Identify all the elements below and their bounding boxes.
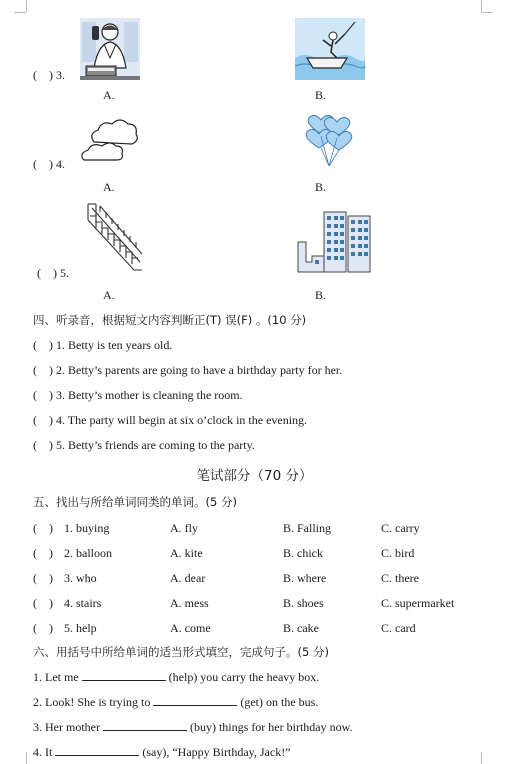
option-b: B. cake <box>283 621 319 635</box>
option-a: A. fly <box>170 521 198 535</box>
sentence-start: 1. Let me <box>33 670 79 684</box>
option-c: C. bird <box>381 546 415 560</box>
fill-blank[interactable] <box>82 670 166 681</box>
section-4-item-5 <box>33 438 255 452</box>
crop-mark-bottom-left <box>26 752 27 764</box>
stairs-icon <box>86 202 142 272</box>
person-on-boat-icon <box>295 18 365 80</box>
statement-text: 1. Betty is ten years old. <box>56 338 173 352</box>
question-word: 2. balloon <box>64 546 112 560</box>
statement-text: 3. Betty’s mother is cleaning the room. <box>56 388 243 402</box>
answer-paren[interactable]: ( ) <box>33 363 53 377</box>
answer-paren[interactable]: ( ) <box>33 596 53 610</box>
written-part-title: 笔试部分（70 分） <box>196 468 313 484</box>
answer-paren[interactable]: ( ) <box>33 338 53 352</box>
section-4-title: 四、听录音，根据短文内容判断正(T) 误(F) 。(10 分) <box>33 313 307 327</box>
sentence-start: 3. Her mother <box>33 720 100 734</box>
option-a: A. come <box>170 621 211 635</box>
heart-balloons-icon <box>305 110 353 168</box>
section-4-item-2 <box>33 363 342 377</box>
answer-paren[interactable]: ( ) <box>33 438 53 452</box>
picture-question-3-option-b: B. <box>315 88 327 102</box>
statement-text: 5. Betty’s friends are coming to the party. <box>56 438 255 452</box>
clouds-icon <box>80 118 140 164</box>
crop-mark-bottom-right <box>481 752 482 764</box>
crop-mark-top-left-h <box>14 12 26 13</box>
question-word: 5. help <box>64 621 97 635</box>
statement-text: 2. Betty’s parents are going to have a birthday party for her. <box>56 363 343 377</box>
crop-mark-top-right-h <box>481 12 493 13</box>
fill-blank[interactable] <box>55 745 139 756</box>
answer-paren[interactable]: ( ) <box>33 388 53 402</box>
sentence-start: 4. It <box>33 745 53 759</box>
answer-paren[interactable]: ( ) <box>33 546 53 560</box>
question-word: 3. who <box>64 571 97 585</box>
picture-question-3-number: ( ) 3. <box>33 68 65 82</box>
option-b: B. chick <box>283 546 323 560</box>
answer-paren[interactable]: ( ) <box>33 571 53 585</box>
question-word: 4. stairs <box>64 596 102 610</box>
answer-paren[interactable]: ( ) <box>33 413 53 427</box>
sentence-end: (say), “Happy Birthday, Jack!” <box>142 745 291 759</box>
section-5-title: 五、找出与所给单词同类的单词。(5 分) <box>33 495 237 509</box>
sentence-end: (get) on the bus. <box>240 695 319 709</box>
answer-paren[interactable]: ( ) <box>33 621 53 635</box>
man-on-phone-at-desk-icon <box>80 18 140 80</box>
sentence-start: 2. Look! She is trying to <box>33 695 151 709</box>
sentence-end: (help) you carry the heavy box. <box>168 670 320 684</box>
section-6-item-2 <box>33 695 318 709</box>
option-c: C. there <box>381 571 419 585</box>
option-a: A. dear <box>170 571 206 585</box>
question-word: 1. buying <box>64 521 110 535</box>
section-6-item-1 <box>33 670 319 684</box>
section-4-item-3 <box>33 388 243 402</box>
section-6-title: 六、用括号中所给单词的适当形式填空，完成句子。(5 分) <box>33 645 329 659</box>
picture-question-4-option-a: A. <box>103 180 115 194</box>
option-b: B. shoes <box>283 596 324 610</box>
section-4-item-1 <box>33 338 172 352</box>
answer-paren[interactable]: ( ) <box>33 521 53 535</box>
option-c: C. supermarket <box>381 596 455 610</box>
picture-question-3-option-a: A. <box>103 88 115 102</box>
picture-question-4-option-b: B. <box>315 180 327 194</box>
section-4-item-4 <box>33 413 307 427</box>
picture-question-5-option-b: B. <box>315 288 327 302</box>
sentence-end: (buy) things for her birthday now. <box>189 720 353 734</box>
crop-mark-top-right <box>481 0 482 12</box>
option-b: B. where <box>283 571 327 585</box>
option-c: C. carry <box>381 521 420 535</box>
option-a: A. kite <box>170 546 203 560</box>
option-b: B. Falling <box>283 521 332 535</box>
statement-text: 4. The party will begin at six o’clock in the evening. <box>56 413 308 427</box>
picture-question-5-number: ( ) 5. <box>37 266 69 280</box>
tall-buildings-icon <box>298 212 372 272</box>
picture-question-5-option-a: A. <box>103 288 115 302</box>
crop-mark-top-left <box>26 0 27 12</box>
option-a: A. mess <box>170 596 209 610</box>
section-6-item-4 <box>33 745 291 759</box>
picture-question-4-number: ( ) 4. <box>33 157 65 171</box>
section-6-item-3 <box>33 720 353 734</box>
fill-blank[interactable] <box>153 695 237 706</box>
option-c: C. card <box>381 621 416 635</box>
fill-blank[interactable] <box>103 720 187 731</box>
